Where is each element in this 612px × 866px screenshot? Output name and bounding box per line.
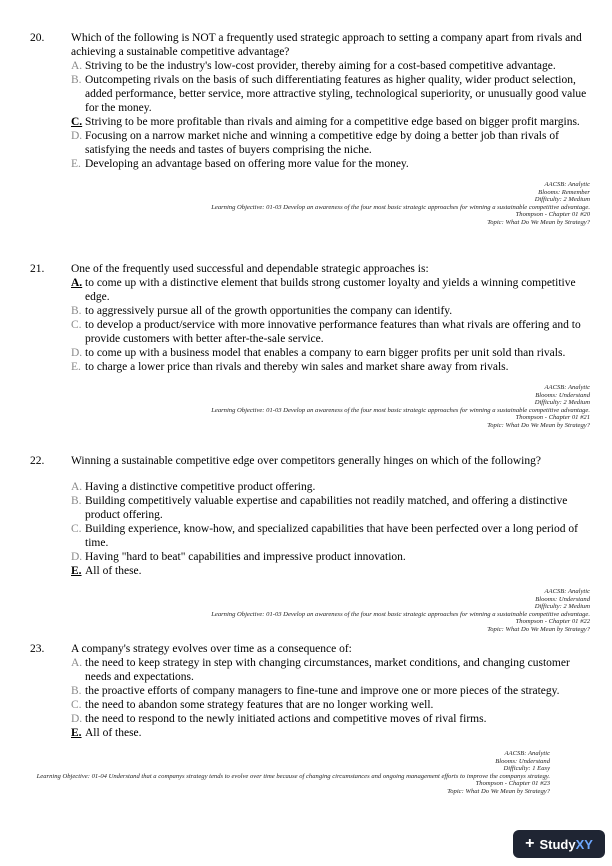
choice-e [71, 157, 590, 171]
question-20 [30, 31, 590, 227]
choice-text: the need to respond to the newly initiated actions and competitive moves of rival firms. [85, 713, 487, 725]
choice-text: Striving to be the industry's low-cost provider, thereby aiming for a cost-based competitive advantage. [85, 60, 556, 72]
choice-c [71, 318, 590, 346]
choice-text: to come up with a distinctive element that builds strong customer loyalty and yields a winning competitive edge. [85, 277, 576, 303]
choice-text: Outcompeting rivals on the basis of such differentiating features as higher quality, wider product selection, added performance, better service, more attractive styling, technological superiority, or unusually good value for the money. [85, 74, 587, 114]
choice-text: Having a distinctive competitive product offering. [85, 481, 316, 493]
choice-b [71, 73, 590, 115]
source-tag: Thompson - Chapter 01 #23 [475, 780, 550, 788]
choice-letter: D. [71, 713, 83, 725]
choice-d [71, 129, 590, 157]
choice-text: the need to keep strategy in step with changing circumstances, market conditions, and changing customer needs and expectations. [85, 657, 570, 683]
choice-b [71, 684, 590, 698]
brand-main: Study [539, 836, 576, 852]
question-metadata [30, 750, 590, 796]
choice-text: to charge a lower price than rivals and thereby win sales and market share away from rivals. [85, 361, 509, 373]
source-tag: Thompson - Chapter 01 #20 [515, 211, 590, 219]
choice-c [71, 698, 590, 712]
source-tag: Thompson - Chapter 01 #21 [515, 414, 590, 422]
choice-letter: E. [71, 361, 81, 373]
choice-letter: C. [71, 699, 82, 711]
topic-tag: Topic: What Do We Mean by Strategy? [447, 787, 550, 795]
choice-letter: D. [71, 347, 83, 359]
choice-letter: C. [71, 116, 83, 128]
choice-text: Having "hard to beat" capabilities and impressive product innovation. [85, 551, 406, 563]
choice-a [71, 59, 590, 73]
choice-letter: B. [71, 74, 82, 86]
choice-letter: E. [71, 158, 81, 170]
choice-list [71, 480, 590, 578]
choice-letter: A. [71, 60, 83, 72]
question-metadata [30, 384, 590, 430]
choice-letter: B. [71, 495, 82, 507]
blooms-tag: Blooms: Remember [538, 188, 590, 196]
choice-letter: E. [71, 565, 82, 577]
question-metadata [30, 181, 590, 227]
choice-text: Focusing on a narrow market niche and winning a competitive edge by doing a better job than rivals of satisfying the needs and tastes of buyers comprising the niche. [85, 130, 559, 156]
choice-e-correct [71, 564, 590, 578]
choice-a [71, 480, 590, 494]
question-text: Which of the following is NOT a frequently used strategic approach to setting a company apart from rivals and achieving a sustainable competitive advantage? [71, 32, 582, 58]
question-text: A company's strategy evolves over time as a consequence of: [71, 643, 352, 655]
choice-text: the proactive efforts of company managers to fine-tune and improve one or more pieces of the strategy. [85, 685, 560, 697]
choice-b [71, 304, 590, 318]
question-text: Winning a sustainable competitive edge over competitors generally hinges on which of the following? [71, 455, 541, 467]
learning-objective: Learning Objective: 01-03 Develop an awareness of the four most basic strategic approaches for winning a sustainable competitive advantage. [211, 406, 590, 414]
studyxy-watermark[interactable] [513, 830, 605, 858]
choice-letter: C. [71, 523, 82, 535]
choice-letter: A. [71, 657, 83, 669]
blooms-tag: Blooms: Understand [535, 595, 590, 603]
topic-tag: Topic: What Do We Mean by Strategy? [487, 421, 590, 429]
choice-text: Building experience, know-how, and specialized capabilities that have been perfected over a long period of time. [85, 523, 578, 549]
difficulty-tag: Difficulty: 1 Easy [503, 765, 550, 773]
question-number: 23. [30, 643, 45, 655]
plus-icon: + [525, 835, 535, 852]
choice-text: the need to abandon some strategy features that are no longer working well. [85, 699, 434, 711]
choice-d [71, 550, 590, 564]
choice-a [71, 656, 590, 684]
source-tag: Thompson - Chapter 01 #22 [515, 618, 590, 626]
choice-letter: A. [71, 277, 83, 289]
blooms-tag: Blooms: Understand [495, 757, 550, 765]
choice-d [71, 346, 590, 360]
choice-text: to develop a product/service with more innovative performance features than what rivals are offering and to provide customers with better after-the-sale service. [85, 319, 581, 345]
question-number: 20. [30, 32, 45, 44]
question-text: One of the frequently used successful and dependable strategic approaches is: [71, 263, 429, 275]
question-22 [30, 454, 590, 634]
choice-list [71, 276, 590, 374]
choice-text: to aggressively pursue all of the growth opportunities the company can identify. [85, 305, 453, 317]
choice-list [71, 59, 590, 171]
blooms-tag: Blooms: Understand [535, 391, 590, 399]
choice-text: Building competitively valuable expertise and capabilities not readily matched, and offering a distinctive product offering. [85, 495, 568, 521]
question-21 [30, 262, 590, 430]
topic-tag: Topic: What Do We Mean by Strategy? [487, 218, 590, 226]
choice-e-correct [71, 726, 590, 740]
difficulty-tag: Difficulty: 2 Medium [534, 196, 590, 204]
choice-letter: E. [71, 727, 82, 739]
question-metadata [30, 588, 590, 634]
choice-c-correct [71, 115, 590, 129]
question-number: 21. [30, 263, 45, 275]
learning-objective: Learning Objective: 01-03 Develop an awareness of the four most basic strategic approaches for winning a sustainable competitive advantage. [211, 203, 590, 211]
choice-letter: B. [71, 305, 82, 317]
learning-objective: Learning Objective: 01-04 Understand that a companys strategy tends to evolve over time because of changing circumstances and ongoing management efforts to improve the companys strategy. [36, 772, 550, 780]
difficulty-tag: Difficulty: 2 Medium [534, 603, 590, 611]
choice-e [71, 360, 590, 374]
question-number: 22. [30, 455, 45, 467]
choice-text: Developing an advantage based on offering more value for the money. [85, 158, 409, 170]
topic-tag: Topic: What Do We Mean by Strategy? [487, 625, 590, 633]
choice-list [71, 656, 590, 740]
choice-text: All of these. [85, 727, 142, 739]
aacsb-tag: AACSB: Analytic [544, 588, 590, 595]
learning-objective: Learning Objective: 01-03 Develop an awareness of the four most basic strategic approaches for winning a sustainable competitive advantage. [211, 610, 590, 618]
choice-text: to come up with a business model that enables a company to earn bigger profits per unit sold than rivals. [85, 347, 566, 359]
aacsb-tag: AACSB: Analytic [544, 384, 590, 391]
choice-text: All of these. [85, 565, 142, 577]
choice-b [71, 494, 590, 522]
choice-letter: D. [71, 551, 83, 563]
difficulty-tag: Difficulty: 2 Medium [534, 399, 590, 407]
choice-a-correct [71, 276, 590, 304]
choice-c [71, 522, 590, 550]
choice-letter: D. [71, 130, 83, 142]
choice-text: Striving to be more profitable than rivals and aiming for a competitive edge based on bigger profit margins. [85, 116, 580, 128]
choice-letter: A. [71, 481, 83, 493]
choice-letter: C. [71, 319, 82, 331]
aacsb-tag: AACSB: Analytic [544, 181, 590, 188]
choice-d [71, 712, 590, 726]
aacsb-tag: AACSB: Analytic [504, 750, 550, 757]
question-23 [30, 642, 590, 796]
choice-letter: B. [71, 685, 82, 697]
brand-accent: XY [575, 836, 593, 852]
